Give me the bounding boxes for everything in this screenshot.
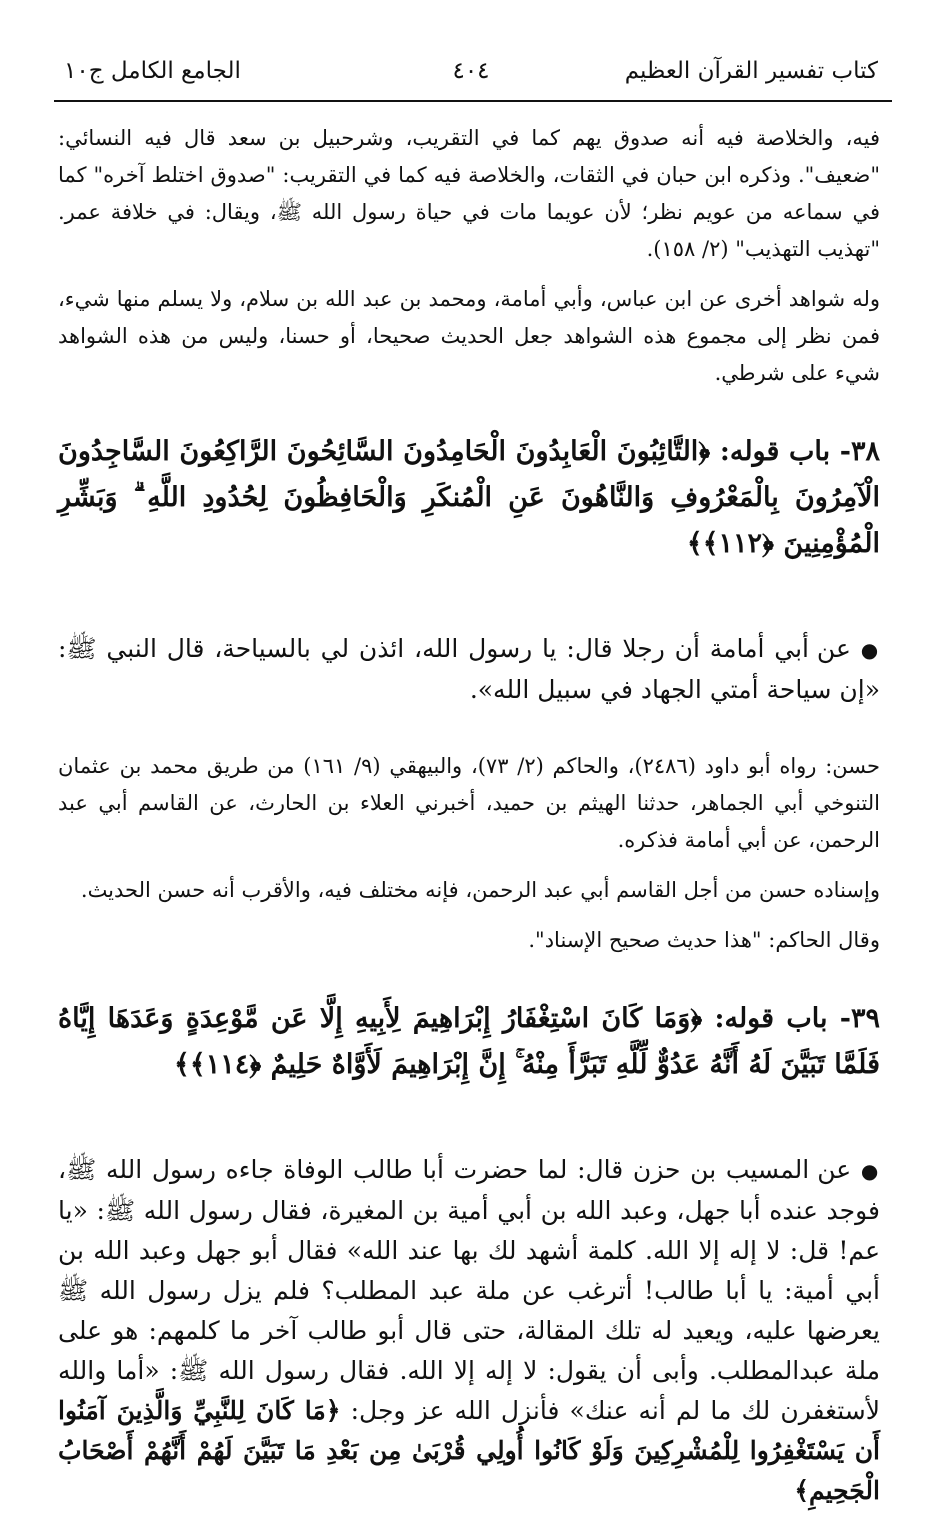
page-number: ٤٠٤ xyxy=(452,58,490,84)
chapter-38-heading xyxy=(58,429,880,567)
hadith-38 xyxy=(58,629,880,710)
isnad-paragraph: وإسناده حسن من أجل القاسم أبي عبد الرحمن، فإنه مختلف فيه، والأقرب أنه حسن الحديث. xyxy=(80,878,880,902)
bullet-icon: ● xyxy=(860,638,880,662)
page-body xyxy=(58,120,880,1536)
takhrij-paragraph: حسن: رواه أبو داود (٢٤٨٦)، والحاكم (٢/ ٧٣)، والبيهقي (٩/ ١٦١) من طريق محمد بن عثمان التنوخي أبي الجماهر، حدثنا الهيثم بن حميد، أخبرني العلاء بن الحارث، عن القاسم أبي عبد الرحمن، عن أبي أمامة فذكره. xyxy=(58,754,880,852)
hadith-38-text: عن أبي أمامة أن رجلا قال: يا رسول الله، ائذن لي بالسياحة، قال النبي ﷺ: «إن سياحة أمتي الجهاد في سبيل الله». xyxy=(58,634,880,704)
hadith-39-text: عن المسيب بن حزن قال: لما حضرت أبا طالب الوفاة جاءه رسول الله ﷺ، فوجد عنده أبا جهل، وعبد الله بن أبي أمية بن المغيرة، فقال رسول الله ﷺ: «يا عم! قل: لا إله إلا الله. كلمة أشهد لك بها عند الله» فقال أبو جهل وعبد الله بن أبي أمية: يا أبا طالب! أترغب عن ملة عبد المطلب؟ فلم يزل رسول الله ﷺ يعرضها عليه، ويعيد له تلك المقالة، حتى قال أبو طالب آخر ما كلمهم: هو على ملة عبدالمطلب. وأبى أن يقول: لا إله إلا الله. فقال رسول الله ﷺ: «أما والله لأستغفرن لك ما لم أنه عنك» فأنزل الله عز وجل: xyxy=(58,1155,880,1425)
chapter-39-verse: ﴿وَمَا كَانَ اسْتِغْفَارُ إِبْرَاهِيمَ لِأَبِيهِ إِلَّا عَن مَّوْعِدَةٍ وَعَدَهَا إِيَّاهُ فَلَمَّا تَبَيَّنَ لَهُ أَنَّهُ عَدُوٌّ لِّلَّهِ تَبَرَّأَ مِنْهُ ۚ إِنَّ إِبْرَاهِيمَ لَأَوَّاهٌ حَلِيمٌ ﴿١١٤﴾﴾ xyxy=(58,1003,880,1080)
volume-label: الجامع الكامل ج١٠ xyxy=(64,58,241,84)
chapter-38-label: ٣٨- باب قوله: xyxy=(719,436,880,467)
book-title: كتاب تفسير القرآن العظيم xyxy=(624,58,878,84)
page-header xyxy=(58,52,884,96)
hadith-39-verse: ﴿مَا كَانَ لِلنَّبِيِّ وَالَّذِينَ آمَنُوا أَن يَسْتَغْفِرُوا لِلْمُشْرِكِينَ وَلَوْ كَانُوا أُولِي قُرْبَىٰ مِن بَعْدِ مَا تَبَيَّنَ لَهُمْ أَنَّهُمْ أَصْحَابُ الْجَحِيمِ﴾ xyxy=(58,1396,880,1505)
chapter-38-verse: ﴿التَّائِبُونَ الْعَابِدُونَ الْحَامِدُونَ السَّائِحُونَ الرَّاكِعُونَ السَّاجِدُونَ الْآمِرُونَ بِالْمَعْرُوفِ وَالنَّاهُونَ عَنِ الْمُنكَرِ وَالْحَافِظُونَ لِحُدُودِ اللَّهِ ۗ وَبَشِّرِ الْمُؤْمِنِينَ ﴿١١٢﴾﴾ xyxy=(58,436,880,559)
header-rule xyxy=(54,100,892,102)
hakim-paragraph: وقال الحاكم: "هذا حديث صحيح الإسناد". xyxy=(528,928,880,952)
footnote-paragraph-1: فيه، والخلاصة فيه أنه صدوق يهم كما في التقريب، وشرحبيل بن سعد قال فيه النسائي: "ضعيف". وذكره ابن حبان في الثقات، والخلاصة فيه كما في التقريب: "صدوق اختلط آخره" كما في سماعه من عويم نظر؛ لأن عويما مات في حياة رسول الله ﷺ، ويقال: في خلافة عمر. "تهذيب التهذيب" (٢/ ١٥٨). xyxy=(58,126,880,261)
chapter-39-label: ٣٩- باب قوله: xyxy=(714,1003,880,1034)
footnote-paragraph-2: وله شواهد أخرى عن ابن عباس، وأبي أمامة، ومحمد بن عبد الله بن سلام، ولا يسلم منها شيء، فمن نظر إلى مجموع هذه الشواهد جعل الحديث صحيحا، أو حسنا، وليس من هذه الشواهد شيء على شرطي. xyxy=(58,287,880,385)
chapter-39-heading xyxy=(58,996,880,1088)
hadith-39 xyxy=(58,1150,880,1511)
bullet-icon: ● xyxy=(860,1159,880,1183)
